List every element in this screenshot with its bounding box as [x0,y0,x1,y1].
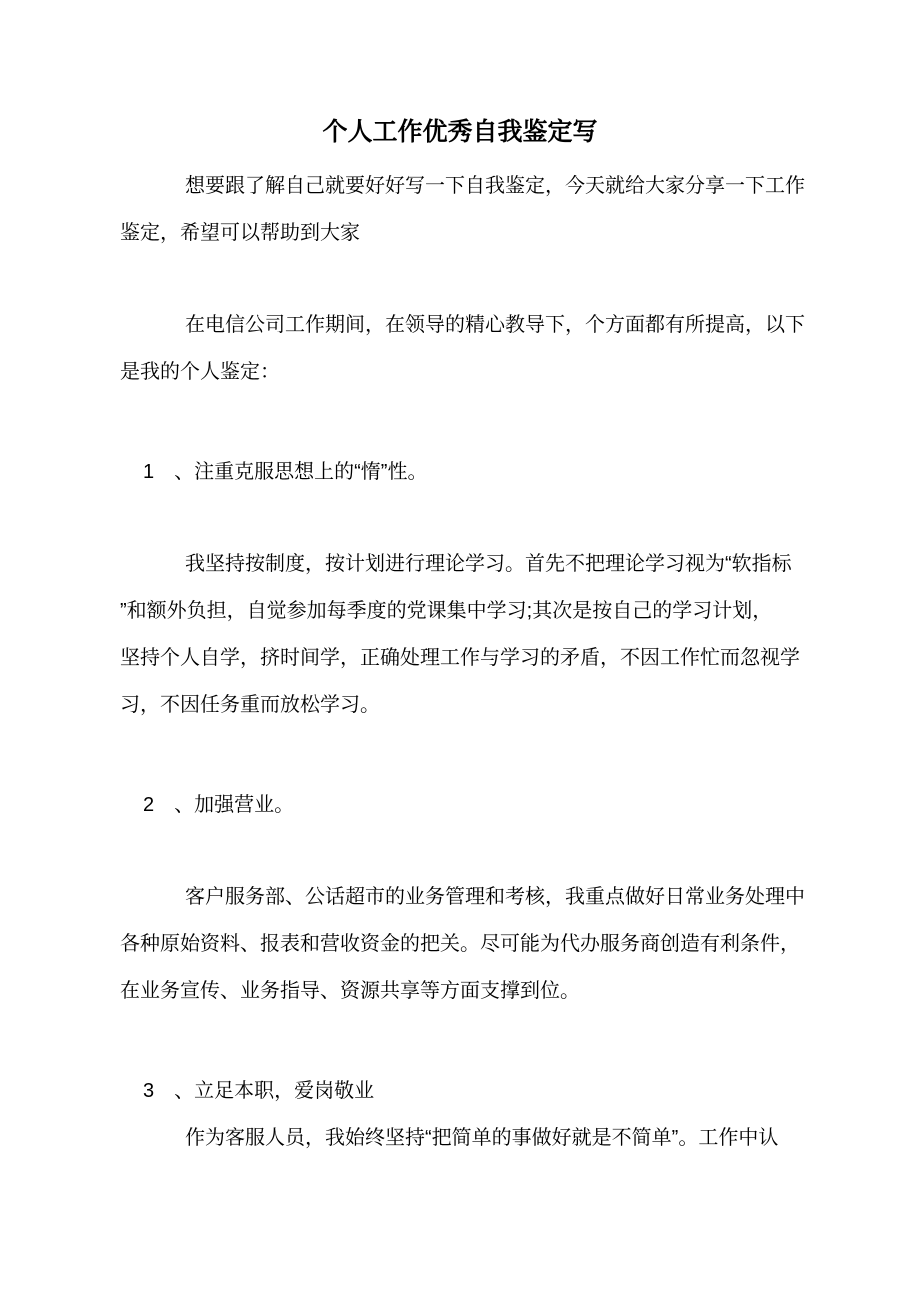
text-line: 我坚持按制度，按计划进行理论学习。首先不把理论学习视为“软指标 [185,553,792,575]
text-line: 客户服务部、公话超市的业务管理和考核，我重点做好日常业务处理中 [185,886,805,908]
paragraph-item-3-body [120,1115,800,1162]
text-line: 作为客服人员，我始终坚持“把简单的事做好就是不简单”。工作中认 [185,1127,779,1149]
document-content [0,115,920,1162]
text-line: 1 、注重克服思想上的“惰”性。 [143,461,428,483]
text-line: 坚持个人自学，挤时间学，正确处理工作与学习的矛盾，不因工作忙而忽视学 [120,647,800,669]
text-line: 是我的个人鉴定： [120,361,280,383]
list-item-heading-1 [120,441,800,496]
text-line: 鉴定，希望可以帮助到大家 [120,222,360,244]
text-line: 想要跟了解自己就要好好写一下自我鉴定，今天就给大家分享一下工作 [185,175,805,197]
text-line: 在电信公司工作期间，在领导的精心教导下，个方面都有所提高，以下 [185,314,805,336]
document-title: 个人工作优秀自我鉴定写 [322,118,598,146]
text-line: 2 、加强营业。 [143,794,295,816]
text-line: 习，不因任务重而放松学习。 [120,694,380,716]
text-line: ”和额外负担，自觉参加每季度的党课集中学习;其次是按自己的学习计划， [120,600,773,622]
list-item-heading-3 [120,1060,800,1115]
paragraph-item-1-body [120,541,800,729]
paragraph-item-2-body [120,874,805,1015]
text-line: 各种原始资料、报表和营收资金的把关。尽可能为代办服务商创造有利条件， [120,933,800,955]
paragraph-overview [120,302,805,396]
text-line: 在业务宣传、业务指导、资源共享等方面支撑到位。 [120,980,580,1002]
paragraph-intro [120,163,805,257]
text-line: 3 、立足本职，爱岗敬业 [143,1080,375,1102]
list-item-heading-2 [120,774,800,829]
